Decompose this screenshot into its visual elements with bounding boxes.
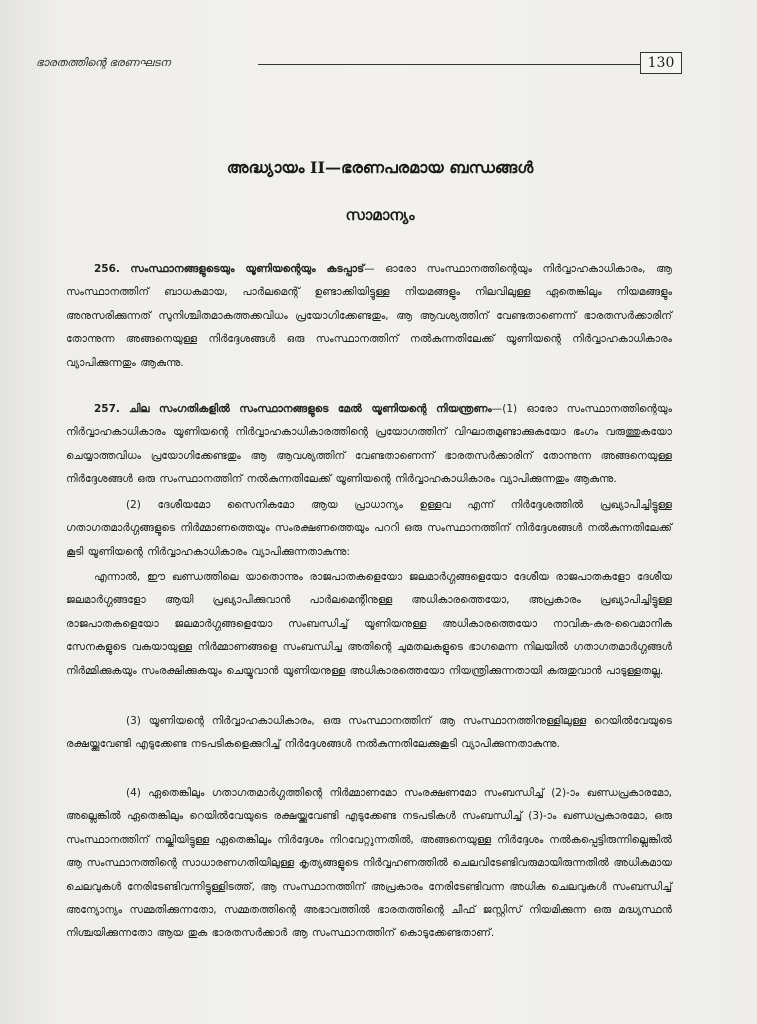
proviso-text: എന്നാൽ, ഈ ഖണ്ഡത്തിലെ യാതൊന്നും രാജപാതകളെയോ ജലമാർഗ്ഗങ്ങളെയോ ദേശീയ രാജപാതകളോ ദേശീയ ജലമാർഗ്ഗങ്ങളോ ആയി പ്രഖ്യാപിക്കുവാൻ പാർലമെന്റിനുള്ള അധികാരത്തെയോ, അപ്രകാരം പ്രഖ്യാപിച്ചിട്ടുള്ള രാജപാതകളെയോ ജലമാർഗ്ഗങ്ങളെയോ സംബന്ധിച്ച് യൂണിയനുള്ള അധികാരത്തെയോ നാവിക-കര-വൈമാനിക സേനകളുടെ വകയായുള്ള നിർമ്മാണങ്ങളെ സംബന്ധിച്ച അതിന്റെ ചുമതലകളുടെ ഭാഗമെന്ന നിലയിൽ ഗതാഗതമാർഗ്ഗങ്ങൾ നിർമ്മിക്കുകയും സംരക്ഷിക്കുകയും ചെയ്യുവാൻ യൂണിയനുള്ള അധികാരത്തെയോ നിയന്ത്രിക്കുന്നതായി കരുതുവാൻ പാടുള്ളതല്ല. <box>66 571 672 677</box>
chapter-title: അദ്ധ്യായം II—ഭരണപരമായ ബന്ധങ്ങൾ <box>226 158 534 177</box>
article-number: 257. <box>94 403 120 415</box>
article-text: — ഓരോ സംസ്ഥാനത്തിന്റെയും നിർവ്വാഹകാധികാരം, ആ സംസ്ഥാനത്തിന് ബാധകമായ, പാർലമെന്റ് ഉണ്ടാക്കിയിട്ടുള്ള നിയമങ്ങളും നിലവിലുള്ള ഏതെങ്കിലും നിയമങ്ങളും അനുസരിക്കുന്നത് സുനിശ്ചിതമാകത്തക്കവിധം പ്രയോഗിക്കേണ്ടതും, ആ ആവശ്യത്തിന് വേണ്ടതാണെന്ന് ഭാരതസർക്കാരിന് തോന്നുന്ന അങ്ങനെയുള്ള നിർദ്ദേശങ്ങൾ ഒരു സംസ്ഥാനത്തിന് നൽകുന്നതിലേക്ക് യൂണിയന്റെ നിർവ്വാഹകാധികാരം വ്യാപിക്കുന്നതും ആകുന്നു. <box>66 263 672 369</box>
article-257 <box>66 398 672 492</box>
clause-text: (2) ദേശീയമോ സൈനികമോ ആയ പ്രാധാന്യം ഉള്ളവ എന്ന് നിർദ്ദേശത്തിൽ പ്രഖ്യാപിച്ചിട്ടുള്ള ഗതാഗതമാർഗ്ഗങ്ങളുടെ നിർമ്മാണത്തെയും സംരക്ഷണത്തെയും പററി ഒരു സംസ്ഥാനത്തിന് നിർദ്ദേശങ്ങൾ നൽകുന്നതിലേക്ക് കൂടി യൂണിയന്റെ നിർവ്വാഹകാധികാരം വ്യാപിക്കുന്നതാകുന്നു: <box>66 499 672 558</box>
clause-text: (3) യൂണിയന്റെ നിർവ്വാഹകാധികാരം, ഒരു സംസ്ഥാനത്തിന് ആ സംസ്ഥാനത്തിനുള്ളിലുള്ള റെയിൽവേയുടെ രക്ഷയ്ക്കുവേണ്ടി എടുക്കേണ്ട നടപടികളെക്കുറിച്ച് നിർദ്ദേശങ്ങൾ നൽകുന്നതിലേക്കുകൂടി വ്യാപിക്കുന്നതാകുന്നു. <box>66 715 672 751</box>
article-heading: ചില സംഗതികളിൽ സംസ്ഥാനങ്ങളുടെ മേൽ യൂണിയന്റെ നിയന്ത്രണം <box>129 403 492 415</box>
article-heading: സംസ്ഥാനങ്ങളുടെയും യൂണിയന്റെയും കടപ്പാട് <box>130 263 365 275</box>
clause-2 <box>66 494 672 564</box>
article-number: 256. <box>94 263 120 275</box>
clause-4 <box>66 782 672 946</box>
page-number: 130 <box>640 52 682 74</box>
header-rule <box>258 64 640 65</box>
proviso <box>66 566 672 683</box>
chapter-subtitle: സാമാന്യം <box>345 206 415 224</box>
article-256 <box>66 258 672 375</box>
running-title: ഭാരതത്തിന്റെ ഭരണഘടന <box>36 56 171 69</box>
clause-3 <box>66 710 672 757</box>
clause-text: (4) ഏതെങ്കിലും ഗതാഗതമാർഗ്ഗത്തിന്റെ നിർമ്മാണമോ സംരക്ഷണമോ സംബന്ധിച്ച് (2)-ാം ഖണ്ഡപ്രകാരമോ, അല്ലെങ്കിൽ ഏതെങ്കിലും റെയിൽവേയുടെ രക്ഷയ്ക്കുവേണ്ടി എടുക്കേണ്ട നടപടികൾ സംബന്ധിച്ച് (3)-ാം ഖണ്ഡപ്രകാരമോ, ഒരു സംസ്ഥാനത്തിന് നല്കിയിട്ടുള്ള ഏതെങ്കിലും നിർദ്ദേശം നിറവേറ്റുന്നതിൽ, അങ്ങനെയുള്ള നിർദ്ദേശം നൽകപ്പെട്ടിരുന്നില്ലെങ്കിൽ ആ സംസ്ഥാനത്തിന്റെ സാധാരണഗതിയിലുള്ള കൃത്യങ്ങളുടെ നിർവ്വഹണത്തിൽ ചെലവിടേണ്ടിവരുമായിരുന്നതിൽ അധികമായ ചെലവുകൾ നേരിടേണ്ടിവന്നിട്ടുള്ളിടത്ത്, ആ സംസ്ഥാനത്തിന് അപ്രകാരം നേരിടേണ്ടിവന്ന അധിക ചെലവുകൾ സംബന്ധിച്ച് അന്യോന്യം സമ്മതിക്കുന്നതോ, സമ്മതത്തിന്റെ അഭാവത്തിൽ ഭാരതത്തിന്റെ ചീഫ് ജസ്റ്റിസ് നിയമിക്കുന്ന ഒരു മദ്ധ്യസ്ഥൻ നിശ്ചയിക്കുന്നതോ ആയ തുക ഭാരതസർക്കാർ ആ സംസ്ഥാനത്തിന് കൊടുക്കേണ്ടതാണ്. <box>66 787 672 940</box>
article-text: —(1) ഓരോ സംസ്ഥാനത്തിന്റെയും നിർവ്വാഹകാധികാരം യൂണിയന്റെ നിർവ്വാഹകാധികാരത്തിന്റെ പ്രയോഗത്തിന് വിഘാതമുണ്ടാക്കുകയോ ഭംഗം വരുത്തുകയോ ചെയ്യാത്തവിധം പ്രയോഗിക്കേണ്ടതും ആ ആവശ്യത്തിന് വേണ്ടതാണെന്ന് ഭാരതസർക്കാരിന് തോന്നുന്ന അങ്ങനെയുള്ള നിർദ്ദേശങ്ങൾ ഒരു സംസ്ഥാനത്തിന് നൽകുന്നതിലേക്ക് യൂണിയന്റെ നിർവ്വാഹകാധികാരം വ്യാപിക്കുന്നതും ആകുന്നു. <box>66 403 672 486</box>
page-header <box>36 52 686 78</box>
